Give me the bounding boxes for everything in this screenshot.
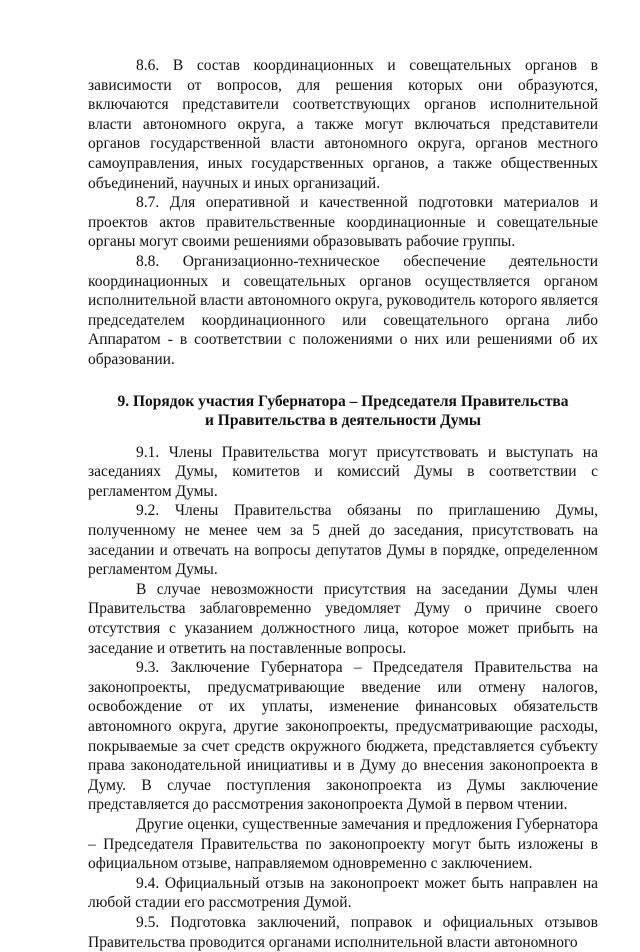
section-9-heading-line1: 9. Порядок участия Губернатора – Председателя Правительства	[117, 392, 569, 410]
section-9-heading	[88, 392, 598, 431]
paragraph-9-5: 9.5. Подготовка заключений, поправок и официальных отзывов Правительства проводится органами исполнительной власти автономного	[88, 913, 598, 951]
paragraph-9-3: 9.3. Заключение Губернатора – Председателя Правительства на законопроекты, предусматривающие введение или отмену налогов, освобождение от их уплаты, изменение финансовых обязательств автономного округа, другие законопроекты, предусматривающие расходы, покрываемые за счет средств окружного бюджета, представляется субъекту права законодательной инициативы и в Думу до внесения законопроекта в Думу. В случае поступления законопроекта из Думы заключение представляется до рассмотрения законопроекта Думой в первом чтении.	[88, 659, 598, 814]
section-9-heading-line2: и Правительства в деятельности Думы	[205, 412, 481, 430]
paragraph-8-6: 8.6. В состав координационных и совещательных органов в зависимости от вопросов, для решения которых они образуются, включаются представители соответствующих органов исполнительной власти автономного округа, а также могут включаться представители органов государственной власти автономного округа, органов местного самоуправления, иных государственных органов, а также общественных объединений, научных и иных организаций.	[88, 57, 598, 192]
document-page	[88, 56, 598, 952]
paragraph-9-2: 9.2. Члены Правительства обязаны по приглашению Думы, полученному не менее чем за 5 дней до заседания, присутствовать на заседании и отвечать на вопросы депутатов Думы в порядке, определенном регламентом Думы.	[88, 502, 598, 579]
paragraph-9-3-other: Другие оценки, существенные замечания и предложения Губернатора – Председателя Правительства по законопроекту могут быть изложены в официальном отзыве, направляемом одновременно с заключением.	[88, 815, 598, 873]
paragraph-8-8: 8.8. Организационно-техническое обеспечение деятельности координационных и совещательных органов осуществляется органом исполнительной власти автономного округа, руководитель которого является председателем координационного или совещательного органа либо Аппаратом - в соответствии с положениями о них или решениями об их образовании.	[88, 252, 598, 368]
paragraph-9-4: 9.4. Официальный отзыв на законопроект может быть направлен на любой стадии его рассмотрения Думой.	[88, 874, 598, 912]
paragraph-9-1: 9.1. Члены Правительства могут присутствовать и выступать на заседаниях Думы, комитетов и комиссий Думы в соответствии с регламентом Думы.	[88, 443, 598, 500]
paragraph-9-2-absence: В случае невозможности присутствия на заседании Думы член Правительства заблаговременно уведомляет Думу о причине своего отсутствия с указанием должностного лица, которое может прибыть на заседание и ответить на поставленные вопросы.	[88, 580, 598, 657]
paragraph-8-7: 8.7. Для оперативной и качественной подготовки материалов и проектов актов правительственные координационные и совещательные органы могут своими решениями образовывать рабочие группы.	[88, 194, 598, 251]
